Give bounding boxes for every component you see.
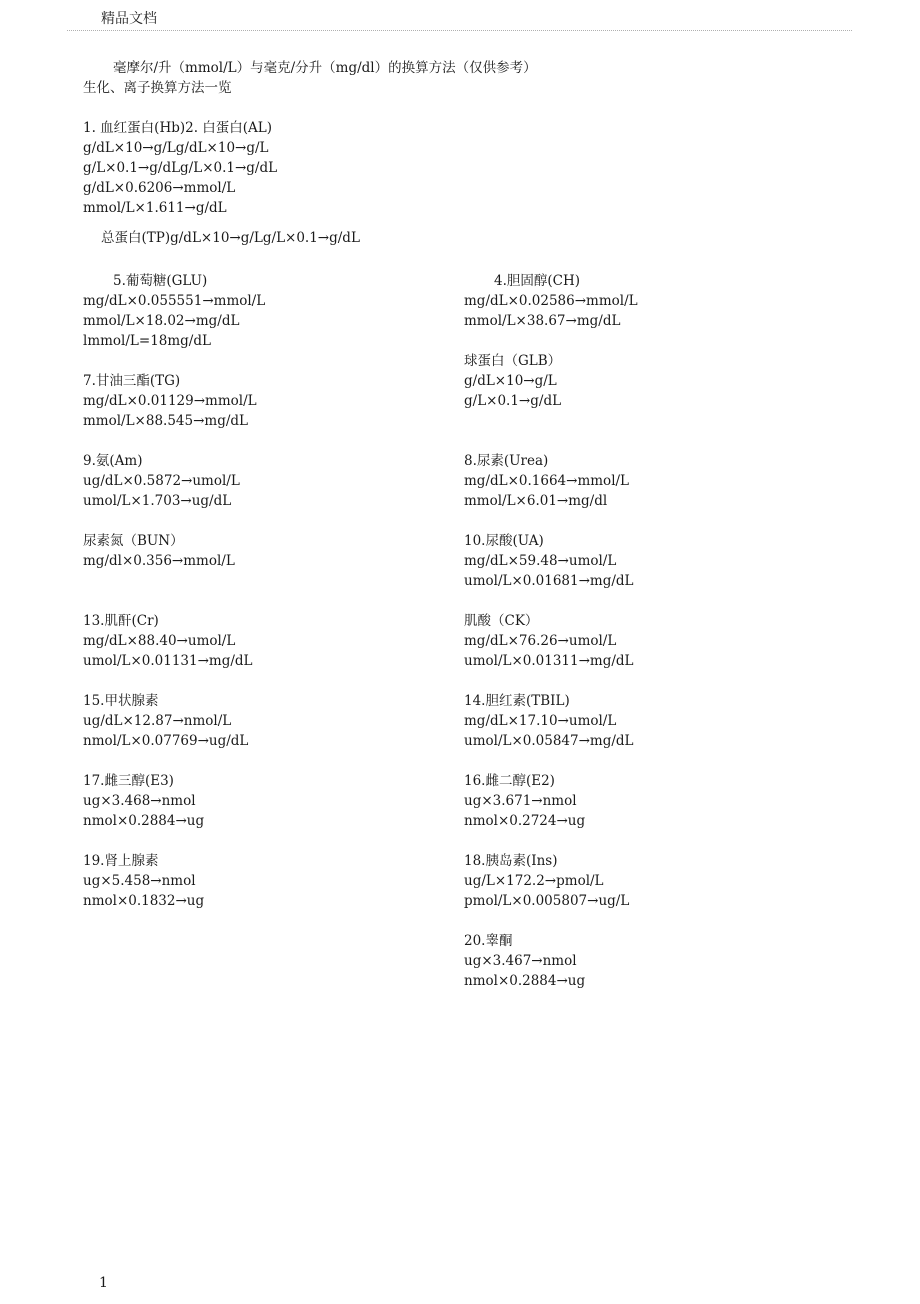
section-title-bilirubin: 14.胆红素(TBIL) — [464, 693, 570, 709]
formula-line: nmol×0.2884→ug — [83, 813, 205, 829]
section-title-estradiol: 16.雌二醇(E2) — [464, 773, 555, 789]
formula-line: mg/dL×0.1664→mmol/L — [464, 473, 630, 489]
section-title-insulin: 18.胰岛素(Ins) — [464, 853, 558, 869]
formula-line: ug×3.467→nmol — [464, 953, 577, 969]
section-title-urea: 8.尿素(Urea) — [464, 453, 549, 469]
formula-line: umol/L×0.01131→mg/dL — [83, 653, 253, 669]
formula-line: ug×5.458→nmol — [83, 873, 196, 889]
section-title-estriol: 17.雌三醇(E3) — [83, 773, 174, 789]
page-number: 1 — [99, 1275, 108, 1291]
formula-line: mmol/L×88.545→mg/dL — [83, 413, 249, 429]
section-title-uric-acid: 10.尿酸(UA) — [464, 533, 544, 549]
formula-line: umol/L×1.703→ug/dL — [83, 493, 232, 509]
formula-line: ug/dL×12.87→nmol/L — [83, 713, 232, 729]
formula-line: mmol/L×18.02→mg/dL — [83, 313, 240, 329]
section-title-triglyceride: 7.甘油三酯(TG) — [83, 373, 181, 389]
formula-line: mg/dL×88.40→umol/L — [83, 633, 236, 649]
formula-line: g/dL×10→g/L — [464, 373, 557, 389]
header-divider — [67, 30, 852, 31]
formula-line: nmol×0.2884→ug — [464, 973, 586, 989]
section-title-creatinine: 13.肌酐(Cr) — [83, 613, 159, 629]
formula-line: mg/dL×0.02586→mmol/L — [464, 293, 638, 309]
section-title-creatine: 肌酸（CK） — [464, 613, 539, 629]
section-title-cholesterol: 4.胆固醇(CH) — [494, 273, 581, 289]
intro-line: 1. 血红蛋白(Hb)2. 白蛋白(AL) — [83, 120, 273, 136]
formula-line: lmmol/L=18mg/dL — [83, 333, 211, 349]
formula-line: ug×3.671→nmol — [464, 793, 577, 809]
formula-line: nmol/L×0.07769→ug/dL — [83, 733, 249, 749]
section-title-epinephrine: 19.肾上腺素 — [83, 853, 159, 869]
formula-line: mg/dl×0.356→mmol/L — [83, 553, 235, 569]
formula-line: umol/L×0.05847→mg/dL — [464, 733, 634, 749]
section-title-glucose: 5.葡萄糖(GLU) — [113, 273, 208, 289]
document-title: 毫摩尔/升（mmol/L）与毫克/分升（mg/dl）的换算方法（仅供参考） — [113, 60, 537, 76]
page-header-label: 精品文档 — [101, 11, 157, 27]
total-protein-line: 总蛋白(TP)g/dL×10→g/Lg/L×0.1→g/dL — [101, 230, 360, 246]
intro-line: g/L×0.1→g/dLg/L×0.1→g/dL — [83, 160, 278, 176]
formula-line: mg/dL×0.055551→mmol/L — [83, 293, 266, 309]
formula-line: pmol/L×0.005807→ug/L — [464, 893, 630, 909]
intro-line: g/dL×0.6206→mmol/L — [83, 180, 236, 196]
formula-line: mg/dL×59.48→umol/L — [464, 553, 617, 569]
formula-line: ug/dL×0.5872→umol/L — [83, 473, 240, 489]
section-title-bun: 尿素氮（BUN） — [83, 533, 184, 549]
formula-line: mg/dL×0.01129→mmol/L — [83, 393, 257, 409]
document-subtitle: 生化、离子换算方法一览 — [83, 80, 232, 96]
formula-line: nmol×0.2724→ug — [464, 813, 586, 829]
formula-line: mmol/L×38.67→mg/dL — [464, 313, 621, 329]
formula-line: ug/L×172.2→pmol/L — [464, 873, 604, 889]
formula-line: g/L×0.1→g/dL — [464, 393, 562, 409]
formula-line: mg/dL×17.10→umol/L — [464, 713, 617, 729]
formula-line: mg/dL×76.26→umol/L — [464, 633, 617, 649]
formula-line: umol/L×0.01681→mg/dL — [464, 573, 634, 589]
section-title-globulin: 球蛋白（GLB） — [464, 353, 562, 369]
formula-line: ug×3.468→nmol — [83, 793, 196, 809]
formula-line: umol/L×0.01311→mg/dL — [464, 653, 634, 669]
section-title-testosterone: 20.睾酮 — [464, 933, 513, 949]
section-title-thyroxine: 15.甲状腺素 — [83, 693, 159, 709]
intro-line: g/dL×10→g/Lg/dL×10→g/L — [83, 140, 269, 156]
intro-line: mmol/L×1.611→g/dL — [83, 200, 227, 216]
section-title-ammonia: 9.氨(Am) — [83, 453, 143, 469]
formula-line: mmol/L×6.01→mg/dl — [464, 493, 608, 509]
formula-line: nmol×0.1832→ug — [83, 893, 205, 909]
